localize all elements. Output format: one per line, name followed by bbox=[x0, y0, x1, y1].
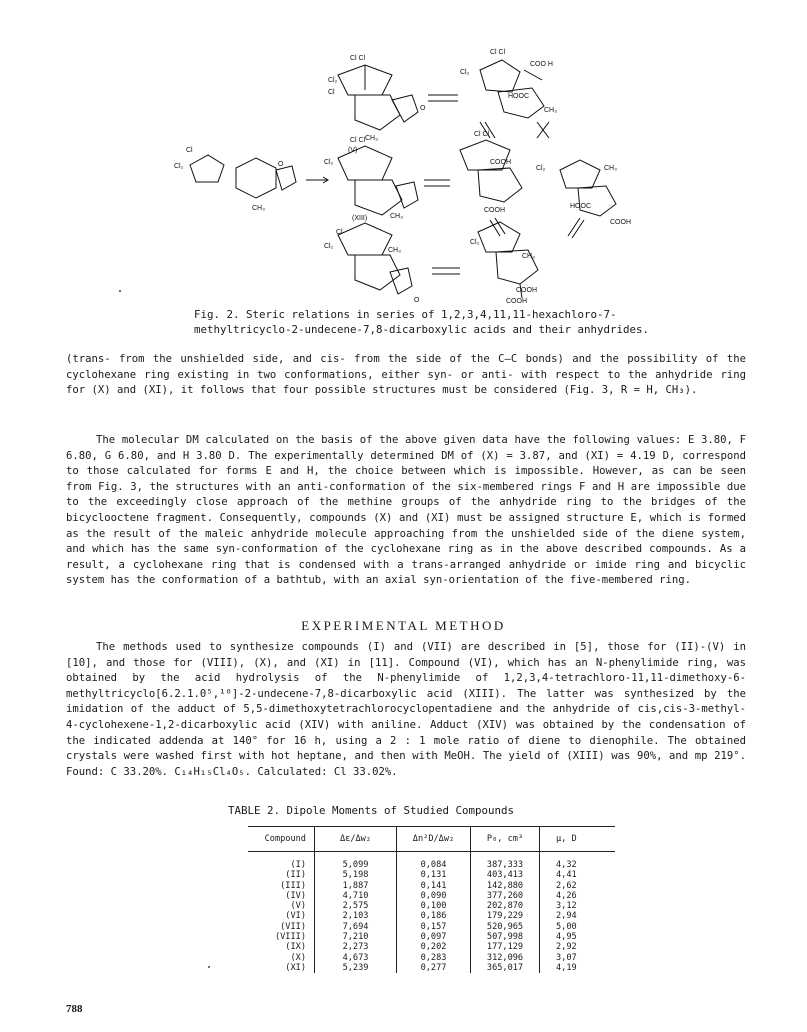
table-cell: 387,333 bbox=[471, 852, 540, 871]
table-cell: 202,870 bbox=[471, 901, 540, 911]
table-title: TABLE 2. Dipole Moments of Studied Compounds bbox=[228, 804, 515, 817]
table-cell: (III) bbox=[248, 881, 315, 891]
label-cl-cl-v: Cl Cl bbox=[350, 55, 366, 62]
table-cell: 0,202 bbox=[397, 942, 471, 952]
table-cell: 0,100 bbox=[397, 901, 471, 911]
label-hooc-far-right: HOOC bbox=[570, 203, 591, 210]
table-cell: 177,129 bbox=[471, 942, 540, 952]
label-o-v: O bbox=[420, 105, 426, 112]
column-header: P₀, cm³ bbox=[471, 827, 540, 852]
label-cl2-bottom-right: Cl₂ bbox=[470, 239, 480, 246]
table-cell: (IV) bbox=[248, 891, 315, 901]
table-cell: 2,103 bbox=[315, 911, 397, 921]
table-cell: 4,19 bbox=[556, 962, 577, 973]
label-o-bottom-left: O bbox=[414, 297, 420, 304]
label-hooc-top-right: HOOC bbox=[508, 93, 529, 100]
table-cell: 5,099 bbox=[315, 852, 397, 871]
dipole-moments-table bbox=[248, 826, 615, 973]
label-cl2-far-right: Cl₂ bbox=[536, 165, 546, 172]
label-ch3-anhydride: CH₃ bbox=[252, 205, 265, 212]
table-cell: (VII) bbox=[248, 922, 315, 932]
table-cell: 4,32 bbox=[556, 860, 577, 870]
paragraph-experimental: The methods used to synthesize compounds (I) and (VII) are described in [5], those for (II)-(V) in [10], and those for (VIII), (X), and (XI) in [11]. Compound (VI), which has an N-phenylimide ring, was obtained by the acid hydrolysis of the N-phenylimide of 1,2,3,4-tetrachloro-11,11-dimethoxy-6-methyltricyclo[6.2.1.0⁵,¹⁰]-2-undecene-7,8-dicarboxylic acid (XIII). The latter was synthesized by the imidation of the adduct of 5,5-dimethoxytetrachlorocyclopentadiene and the anhydride of cis,cis-3-methyl-4-cyclohexene-1,2-dicarboxylic acid (XIV) with aniline. Adduct (XIV) was obtained by the condensation of the indicated addenda at 140° for 16 h, using a 2 : 1 mole ratio of diene to dienophile. The obtained crystals were washed first with hot heptane, and then with MeOH. The yield of (XIII) was 90%, and mp 219°. Found: C 33.20%. C₁₄H₁₅Cl₄O₅. Calculated: Cl 33.02%. bbox=[66, 641, 746, 778]
table-cell: (II) bbox=[248, 870, 315, 880]
column-header: μ, D bbox=[540, 827, 616, 852]
label-cooh-mid-bottom: COOH bbox=[484, 207, 505, 214]
label-cl-cl-mid-right: Cl Cl bbox=[474, 131, 490, 138]
table-cell: 3,12 bbox=[556, 901, 577, 912]
table-cell: 4,95 bbox=[556, 932, 577, 943]
table-cell: (I) bbox=[248, 852, 315, 871]
table-cell: 0,097 bbox=[397, 932, 471, 942]
table-cell: 0,141 bbox=[397, 881, 471, 891]
table-row bbox=[248, 881, 615, 891]
column-header: Δn²D/Δw₂ bbox=[397, 827, 471, 852]
table-cell: 5,239 bbox=[315, 963, 397, 973]
label-cooh-mid: COOH bbox=[490, 159, 511, 166]
table-cell: 7,210 bbox=[315, 932, 397, 942]
table-cell: 0,157 bbox=[397, 922, 471, 932]
label-cl2-bottom-left: Cl₂ bbox=[324, 243, 334, 250]
table-cell: 3,07 bbox=[556, 952, 577, 963]
label-ch3-far-right: CH₃ bbox=[604, 165, 617, 172]
table-cell: 1,887 bbox=[315, 881, 397, 891]
label-v: (V) bbox=[348, 147, 358, 154]
table-cell: 0,186 bbox=[397, 911, 471, 921]
figure-2-structures bbox=[160, 40, 660, 305]
stray-mark bbox=[119, 290, 121, 292]
table-row bbox=[248, 891, 615, 901]
table-cell: 2,62 bbox=[556, 880, 577, 891]
table-body bbox=[248, 852, 615, 974]
label-cl-v: Cl bbox=[328, 89, 335, 96]
label-ch3-bottom-left: CH₃ bbox=[388, 247, 401, 254]
table-cell: 0,084 bbox=[397, 852, 471, 871]
table-cell: (XI) bbox=[248, 963, 315, 973]
label-cooh-h: COO H bbox=[530, 61, 553, 68]
label-cl2-xiii: Cl₂ bbox=[324, 159, 334, 166]
table-cell: (VI) bbox=[248, 911, 315, 921]
label-ch3-top-right: CH₃ bbox=[544, 107, 557, 114]
table-cell: 0,283 bbox=[397, 953, 471, 963]
table-cell: (IX) bbox=[248, 942, 315, 952]
label-cl-bottom-left: Cl bbox=[336, 229, 343, 236]
label-ch3-bottom-right: CH₃ bbox=[522, 253, 535, 260]
table-cell: 4,26 bbox=[556, 890, 577, 901]
table-row bbox=[248, 942, 615, 952]
label-xiii: (XIII) bbox=[352, 215, 368, 222]
table-cell: 2,575 bbox=[315, 901, 397, 911]
table-cell: 7,694 bbox=[315, 922, 397, 932]
table-cell: (V) bbox=[248, 901, 315, 911]
table-cell: (VIII) bbox=[248, 932, 315, 942]
page-number: 788 bbox=[66, 1003, 83, 1015]
table-cell: 377,260 bbox=[471, 891, 540, 901]
paragraph-conformations: (trans- from the unshielded side, and cis- from the side of the C–C bonds) and the possibility of the cyclohexane ring existing in two conformations, either syn- or anti- with respect to the anhydride ring for (X) and (XI), it follows that four possible structures must be considered (Fig. 3, R = H, CH₃). bbox=[66, 353, 746, 397]
label-o-anhydride: O bbox=[278, 161, 284, 168]
table-cell: 0,090 bbox=[397, 891, 471, 901]
section-heading: EXPERIMENTAL METHOD bbox=[301, 618, 506, 633]
table-cell: 179,229 bbox=[471, 911, 540, 921]
table-row bbox=[248, 963, 615, 973]
stray-mark bbox=[208, 966, 210, 968]
table-cell: 2,92 bbox=[556, 942, 577, 953]
table-cell: (X) bbox=[248, 953, 315, 963]
label-cl-cl-top-right: Cl Cl bbox=[490, 49, 506, 56]
table-header-row bbox=[248, 827, 615, 852]
figure-caption: Fig. 2. Steric relations in series of 1,2,3,4,11,11-hexachloro-7-methyltricyclo-2-undecene-7,8-dicarboxylic acids and their anhydrides. bbox=[194, 308, 650, 336]
label-cooh-bottom-right-2: COOH bbox=[506, 298, 527, 305]
table-cell: 5,198 bbox=[315, 870, 397, 880]
table-cell: 403,413 bbox=[471, 870, 540, 880]
table-cell: 2,94 bbox=[556, 911, 577, 922]
table-row bbox=[248, 932, 615, 942]
table-cell: 0,131 bbox=[397, 870, 471, 880]
table-row bbox=[248, 922, 615, 932]
label-ch3-v: CH₃ bbox=[365, 135, 378, 142]
table-cell: 4,673 bbox=[315, 953, 397, 963]
label-cl-cl-xiii: Cl Cl bbox=[350, 137, 366, 144]
chemical-structures-drawing bbox=[160, 40, 660, 305]
table-cell: 0,277 bbox=[397, 963, 471, 973]
table-row bbox=[248, 953, 615, 963]
table-cell: 507,998 bbox=[471, 932, 540, 942]
table-cell: 312,096 bbox=[471, 953, 540, 963]
table-row bbox=[248, 852, 615, 871]
table-cell: 520,965 bbox=[471, 922, 540, 932]
column-header: Δε/Δw₂ bbox=[315, 827, 397, 852]
table-cell: 2,273 bbox=[315, 942, 397, 952]
column-header: Compound bbox=[248, 827, 315, 852]
table-cell: 5,00 bbox=[556, 921, 577, 932]
table-cell: 4,710 bbox=[315, 891, 397, 901]
table-row bbox=[248, 870, 615, 880]
table-cell: 365,017 bbox=[471, 963, 540, 973]
label-cl2-diene: Cl₂ bbox=[174, 163, 184, 170]
paragraph-dipole-moments: The molecular DM calculated on the basis of the above given data have the following values: E 3.80, F 6.80, G 6.80, and H 3.80 D. The experimentally determined DM of (X) = 3.87, and (XI) = 4.19 D, correspond to those calculated for forms E and H, the choice between which is impossible. However, as can be seen from Fig. 3, the structures with an anti-conformation of the six-membered rings F and H are impossible due to the exceedingly close approach of the methine groups of the anhydride ring to the bridges of the bicyclooctene fragment. Consequently, compounds (X) and (XI) must be assigned structure E, which is formed as the result of the maleic anhydride molecule approaching from the unshielded side of the diene system, and which has the same syn-conformation of the cyclohexane ring as in the above described compounds. As a result, a cyclohexane ring that is condensed with a trans-arranged anhydride or imide ring and bicyclic system has the conformation of a bathtub, with an axial syn-orientation of the five-membered ring. bbox=[66, 434, 746, 587]
table-cell: 142,880 bbox=[471, 881, 540, 891]
label-cooh-far-right: COOH bbox=[610, 219, 631, 226]
label-cl2-top-right: Cl₂ bbox=[460, 69, 470, 76]
label-cooh-bottom-right: COOH bbox=[516, 287, 537, 294]
label-cl2-v: Cl₂ bbox=[328, 77, 338, 84]
table-row bbox=[248, 911, 615, 921]
table-row bbox=[248, 901, 615, 911]
label-ch3-xiii: CH₃ bbox=[390, 213, 403, 220]
table-cell: 4,41 bbox=[556, 870, 577, 881]
label-cl-diene: Cl bbox=[186, 147, 193, 154]
